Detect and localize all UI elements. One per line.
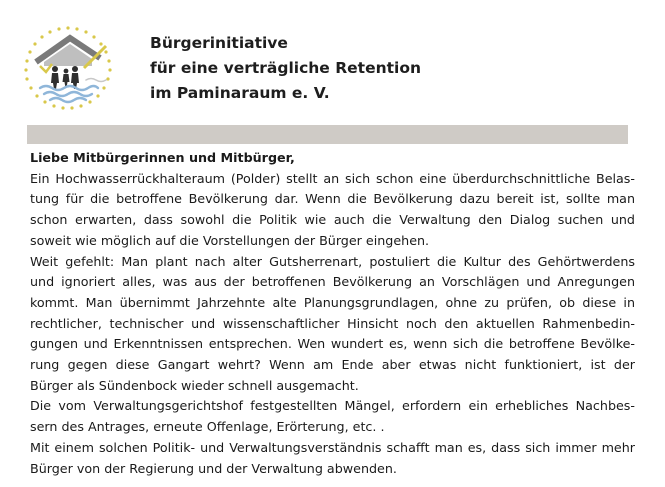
letter-salutation: Liebe Mitbürgerinnen und Mitbürger, [30,150,295,165]
letter-paragraph [30,252,635,397]
letter-body [30,148,635,479]
paragraph-line: Weit gefehlt: Man plant nach alter Gutsherrenart, postuliert die Kultur des Gehörtwerdens [30,253,635,269]
paragraph-line: und ignoriert alles, was aus der betroffenen Bevölkerung an Vorschlägen und Anregungen [30,274,635,290]
paragraph-line: rechtlicher, technischer und wissenschaftlicher Hinsicht noch den aktuellen Rahmenbedin- [30,315,635,331]
letter-paragraph [30,396,635,437]
organization-title [150,31,421,106]
paragraph-line: Bürger als Sündenbock wieder schnell ausgemacht. [30,377,359,393]
paragraph-line: sern des Antrages, erneute Offenlage, Erörterung, etc. . [30,419,385,435]
header-divider-bar [27,125,628,144]
letter-paragraph [30,169,635,252]
paragraph-line: gungen und Erkenntnissen entsprechen. Wen wundert es, wenn sich die betroffene Bevölke- [30,336,635,352]
paragraph-line: Mit einem solchen Politik- und Verwaltungsverständnis schafft man es, dass sich immer mehr [30,439,635,455]
logo-emblem-icon [22,22,114,114]
organization-title-line: für eine verträgliche Retention [150,59,422,77]
paragraph-line: Bürger von der Regierung und der Verwaltung abwenden. [30,460,397,476]
paragraph-line: schon erwarten, dass sowohl die Politik wie auch die Verwaltung den Dialog suchen und [30,212,635,228]
organization-title-line: im Paminaraum e. V. [150,84,330,102]
letter-paragraph [30,438,635,479]
paragraph-line: Die vom Verwaltungsgerichtshof festgestellten Mängel, erfordern ein erhebliches Nachbes- [30,398,635,414]
paragraph-line: rung gegen diese Gangart wehrt? Wenn am Ende aber etwas nicht funktioniert, ist der [30,357,635,373]
paragraph-line: Ein Hochwasserrückhalteraum (Polder) stellt an sich schon eine überdurchschnittliche Belas- [30,170,635,186]
citizens-initiative-logo [22,22,114,114]
paragraph-line: tung für die betroffene Bevölkerung dar. Wenn die Bevölkerung dazu bereit ist, sollte man [30,191,635,207]
paragraph-line: soweit wie möglich auf die Vorstellungen der Bürger eingehen. [30,232,430,248]
paragraph-line: kommt. Man übernimmt Jahrzehnte alte Planungsgrundlagen, ohne zu prüfen, ob diese in [30,294,635,310]
organization-title-line: Bürgerinitiative [150,34,288,52]
